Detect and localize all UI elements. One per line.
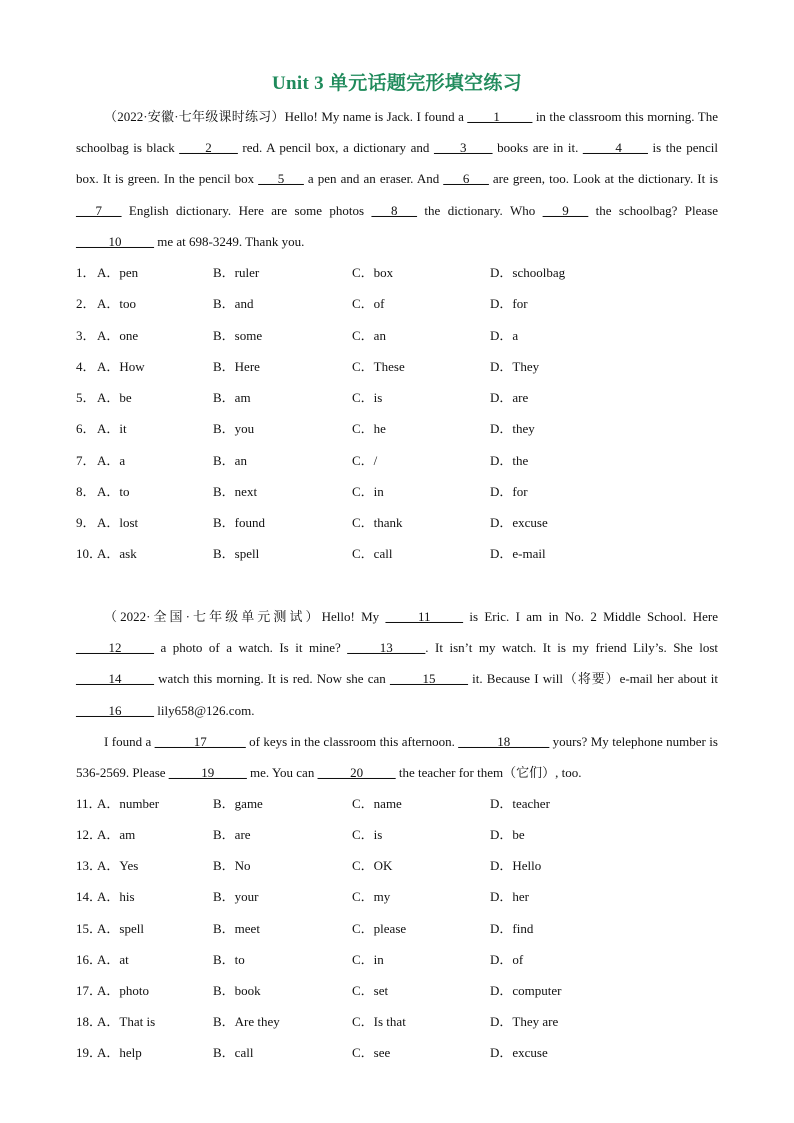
- option-c[interactable]: C．call: [352, 546, 393, 561]
- blank-13: _____13_____: [347, 640, 426, 656]
- blank-6: ___6___: [443, 171, 489, 187]
- question-number: 10．: [76, 546, 103, 561]
- option-b[interactable]: B．some: [213, 328, 263, 343]
- option-b[interactable]: B．am: [213, 390, 251, 405]
- passage-text: are green, too. Look at the dictionary. It is: [488, 171, 719, 187]
- option-d[interactable]: D．Hello: [490, 858, 542, 873]
- option-a[interactable]: A．one: [97, 328, 139, 343]
- option-d[interactable]: D．for: [490, 296, 528, 311]
- passage-text: I found a: [104, 733, 155, 749]
- question-row: [76, 1043, 718, 1063]
- blank-19: _____19_____: [168, 765, 247, 781]
- option-c[interactable]: C．of: [352, 296, 385, 311]
- option-a[interactable]: A．How: [97, 359, 145, 374]
- question-number: 9．: [76, 515, 96, 530]
- option-a[interactable]: A．be: [97, 390, 132, 405]
- passage-text: a photo of a watch. Is it mine?: [154, 640, 348, 656]
- option-a[interactable]: A．Yes: [97, 858, 139, 873]
- option-d[interactable]: D．e-mail: [490, 546, 546, 561]
- question-row: [76, 419, 718, 439]
- option-c[interactable]: C．my: [352, 889, 391, 904]
- option-b[interactable]: B．ruler: [213, 265, 260, 280]
- option-c[interactable]: C．box: [352, 265, 394, 280]
- question-row: [76, 544, 718, 564]
- blank-3: ____3____: [434, 140, 493, 156]
- option-d[interactable]: D．are: [490, 390, 529, 405]
- question-number: 11．: [76, 796, 102, 811]
- passage-text: me at 698-3249. Thank you.: [154, 233, 305, 249]
- passage-text: red. A pencil box, a dictionary and: [237, 140, 434, 156]
- option-c[interactable]: C．in: [352, 952, 384, 967]
- option-d[interactable]: D．find: [490, 921, 534, 936]
- blank-7: ___7___: [76, 202, 122, 218]
- option-d[interactable]: D．schoolbag: [490, 265, 566, 280]
- question-number: 5．: [76, 390, 96, 405]
- blank-9: ___9___: [542, 202, 589, 218]
- question-row: [76, 825, 718, 845]
- option-b[interactable]: B．next: [213, 484, 258, 499]
- option-d[interactable]: D．computer: [490, 983, 562, 998]
- passage-text: lily658@126.com.: [154, 702, 255, 718]
- option-a[interactable]: A．spell: [97, 921, 144, 936]
- option-d[interactable]: D．a: [490, 328, 519, 343]
- passage-text: me. You can: [246, 765, 318, 781]
- question-row: [76, 357, 718, 377]
- question-number: 7．: [76, 453, 96, 468]
- question-number: 8．: [76, 484, 96, 499]
- option-b[interactable]: B．an: [213, 453, 247, 468]
- option-a[interactable]: A．photo: [97, 983, 150, 998]
- question-row: [76, 919, 718, 939]
- passage-text: in the classroom this morning. The schoolbag is black: [76, 109, 718, 156]
- passage-text: of keys in the classroom this afternoon.: [245, 733, 459, 749]
- passage-2-paragraph-1: [76, 601, 718, 726]
- question-row: [76, 294, 718, 314]
- option-c[interactable]: C．Is that: [352, 1014, 406, 1029]
- passage-text: yours? My telephone number is 536-2569. Please: [76, 733, 718, 781]
- option-b[interactable]: B．are: [213, 827, 251, 842]
- option-c[interactable]: C．set: [352, 983, 389, 998]
- option-d[interactable]: D．excuse: [490, 515, 548, 530]
- option-c[interactable]: C．in: [352, 484, 384, 499]
- blank-20: _____20_____: [317, 765, 396, 781]
- passage-text: the teacher for them（它们）, too.: [395, 765, 582, 781]
- option-c[interactable]: C．is: [352, 827, 383, 842]
- question-number: 4．: [76, 359, 96, 374]
- question-number: 2．: [76, 296, 96, 311]
- question-number: 13．: [76, 858, 103, 873]
- question-row: [76, 981, 718, 1001]
- option-a[interactable]: A．number: [97, 796, 160, 811]
- option-a[interactable]: A．am: [97, 827, 136, 842]
- option-d[interactable]: D．of: [490, 952, 524, 967]
- option-a[interactable]: A．pen: [97, 265, 139, 280]
- passage-text: the schoolbag? Please: [588, 202, 719, 218]
- option-b[interactable]: B．and: [213, 296, 254, 311]
- passage-2-paragraph-2: [76, 726, 718, 788]
- question-row: [76, 887, 718, 907]
- option-a[interactable]: A．to: [97, 484, 130, 499]
- option-a[interactable]: A．ask: [97, 546, 137, 561]
- blank-2: ____2____: [179, 140, 238, 156]
- option-c[interactable]: C．is: [352, 390, 383, 405]
- option-a[interactable]: A．That is: [97, 1014, 156, 1029]
- question-number: 6．: [76, 421, 96, 436]
- passage-text: is Eric. I am in No. 2 Middle School. Here: [463, 609, 718, 624]
- question-row: [76, 263, 718, 283]
- option-a[interactable]: A．at: [97, 952, 129, 967]
- blank-5: ___5___: [258, 171, 304, 187]
- passage-text: Hello! My name is Jack. I found a: [284, 109, 468, 124]
- blank-17: ______17______: [154, 733, 246, 749]
- option-c[interactable]: C．/: [352, 453, 378, 468]
- option-a[interactable]: A．his: [97, 889, 135, 904]
- passage-text: books are in it.: [492, 140, 583, 156]
- passage-1-source: （2022·安徽·七年级课时练习）: [104, 109, 285, 124]
- option-b[interactable]: B．call: [213, 1045, 254, 1060]
- question-row: [76, 1012, 718, 1032]
- question-row: [76, 326, 718, 346]
- blank-10: _____10_____: [76, 233, 154, 249]
- option-b[interactable]: B．book: [213, 983, 261, 998]
- question-row: [76, 482, 718, 502]
- page-title: Unit 3 单元话题完形填空练习: [272, 73, 522, 94]
- option-a[interactable]: A．a: [97, 453, 126, 468]
- question-number: 17．: [76, 983, 103, 998]
- passage-text: is the pencil box. It is green. In the pencil box: [76, 140, 718, 187]
- option-b[interactable]: B．spell: [213, 546, 260, 561]
- passage-text: English dictionary. Here are some photos: [121, 202, 372, 218]
- passage-text: Hello! My: [321, 609, 386, 624]
- option-d[interactable]: D．be: [490, 827, 525, 842]
- option-d[interactable]: D．They are: [490, 1014, 559, 1029]
- blank-8: ___8___: [371, 202, 417, 218]
- passage-text: a pen and an eraser. And: [303, 171, 444, 187]
- blank-1: ____1_____: [467, 109, 533, 124]
- passage-1-paragraph: [76, 101, 718, 257]
- blank-11: _____11_____: [385, 609, 464, 624]
- option-b[interactable]: B．Here: [213, 359, 260, 374]
- passage-2: [76, 601, 718, 788]
- question-row: [76, 950, 718, 970]
- option-d[interactable]: D．They: [490, 359, 540, 374]
- passage-text: watch this morning. It is red. Now she can: [154, 671, 390, 687]
- blank-12: _____12_____: [76, 640, 154, 656]
- option-c[interactable]: C．please: [352, 921, 407, 936]
- option-d[interactable]: D．they: [490, 421, 535, 436]
- option-a[interactable]: A．help: [97, 1045, 142, 1060]
- blank-16: _____16_____: [76, 702, 154, 718]
- option-c[interactable]: C．thank: [352, 515, 403, 530]
- option-c[interactable]: C．he: [352, 421, 386, 436]
- question-number: 19．: [76, 1045, 103, 1060]
- option-b[interactable]: B．you: [213, 421, 255, 436]
- passage-text: the dictionary. Who: [416, 202, 543, 218]
- option-d[interactable]: D．for: [490, 484, 528, 499]
- option-b[interactable]: B．to: [213, 952, 245, 967]
- question-number: 14．: [76, 889, 103, 904]
- question-row: [76, 794, 718, 814]
- option-c[interactable]: C．an: [352, 328, 386, 343]
- option-d[interactable]: D．excuse: [490, 1045, 548, 1060]
- blank-15: _____15_____: [389, 671, 468, 687]
- passage-2-source: （2022·全国·七年级单元测试）: [104, 609, 322, 624]
- option-a[interactable]: A．it: [97, 421, 127, 436]
- passage-text: it. Because I will（将要）e-mail her about it: [467, 671, 719, 687]
- blank-18: ______18______: [458, 733, 550, 749]
- passage-1: [76, 101, 718, 257]
- question-number: 12．: [76, 827, 103, 842]
- option-b[interactable]: B．found: [213, 515, 266, 530]
- question-number: 3．: [76, 328, 96, 343]
- option-c[interactable]: C．OK: [352, 858, 393, 873]
- option-b[interactable]: B．No: [213, 858, 251, 873]
- option-b[interactable]: B．Are they: [213, 1014, 280, 1029]
- question-row: [76, 513, 718, 533]
- question-number: 16．: [76, 952, 103, 967]
- option-a[interactable]: A．lost: [97, 515, 139, 530]
- option-b[interactable]: B．game: [213, 796, 263, 811]
- question-number: 18．: [76, 1014, 103, 1029]
- option-b[interactable]: B．your: [213, 889, 259, 904]
- option-c[interactable]: C．These: [352, 359, 405, 374]
- option-c[interactable]: C．name: [352, 796, 402, 811]
- question-number: 1．: [76, 265, 96, 280]
- option-d[interactable]: D．teacher: [490, 796, 550, 811]
- passage-text: . It isn’t my watch. It is my friend Lily’s. She lost: [425, 640, 718, 656]
- option-c[interactable]: C．see: [352, 1045, 391, 1060]
- option-d[interactable]: D．her: [490, 889, 529, 904]
- question-row: [76, 856, 718, 876]
- option-b[interactable]: B．meet: [213, 921, 260, 936]
- blank-4: _____4____: [582, 140, 648, 156]
- option-a[interactable]: A．too: [97, 296, 137, 311]
- blank-14: _____14_____: [76, 671, 154, 687]
- question-row: [76, 451, 718, 471]
- option-d[interactable]: D．the: [490, 453, 529, 468]
- question-number: 15．: [76, 921, 103, 936]
- question-row: [76, 388, 718, 408]
